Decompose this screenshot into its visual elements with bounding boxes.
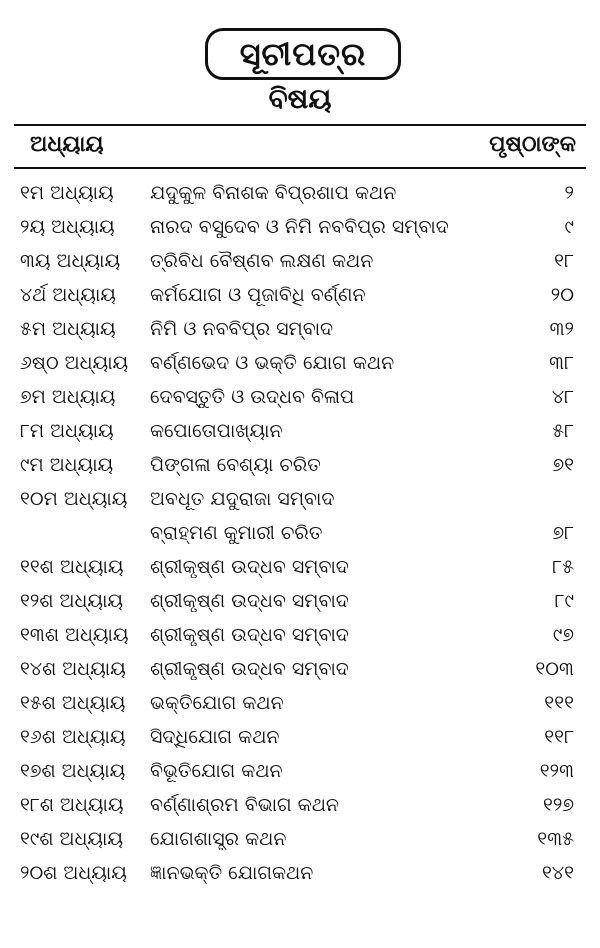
table-row [0, 348, 600, 382]
page-number: ୩୨ [549, 318, 574, 340]
table-row [0, 178, 600, 212]
topic-label: ସିଦ୍ଧିଯୋଗ କଥନ [150, 726, 280, 748]
header-divider [14, 167, 586, 169]
chapter-column-header: ଅଧ୍ୟାୟ [30, 132, 104, 157]
table-row [0, 756, 600, 790]
topic-label: ଶ୍ରୀକୃଷ୍ଣ ଉଦ୍ଧବ ସମ୍ବାଦ [150, 590, 349, 612]
page-number: ୧୨୩ [539, 760, 574, 782]
table-row [0, 416, 600, 450]
page-number: ୯୭ [552, 624, 574, 646]
page-number: ୧୦୩ [535, 658, 574, 680]
table-row [0, 824, 600, 858]
table-row [0, 552, 600, 586]
table-row [0, 382, 600, 416]
chapter-label: ୮ମ ଅଧ୍ୟାୟ [20, 420, 114, 442]
chapter-label: ୭ମ ଅଧ୍ୟାୟ [20, 386, 116, 408]
topic-label: ଦେବସ୍ତୁତି ଓ ଉଦ୍ଧବ ବିଳାପ [150, 386, 355, 408]
topic-label: ବିଭୂତିଯୋଗ କଥନ [150, 760, 283, 782]
chapter-label: ୨୦ଶ ଅଧ୍ୟାୟ [20, 862, 127, 884]
topic-label: ଶ୍ରୀକୃଷ୍ଣ ଉଦ୍ଧବ ସମ୍ବାଦ [150, 658, 349, 680]
table-row [0, 280, 600, 314]
chapter-label: ୨ୟ ଅଧ୍ୟାୟ [20, 216, 115, 238]
page-subtitle: ବିଷୟ [268, 82, 332, 115]
chapter-label: ୬ଷ୍ଠ ଅଧ୍ୟାୟ [20, 352, 129, 374]
page-column-header: ପୃଷ୍ଠାଙ୍କ [489, 132, 576, 157]
table-row [0, 484, 600, 518]
page-number: ୧୮ [554, 250, 574, 272]
chapter-label: ୯ମ ଅଧ୍ୟାୟ [20, 454, 114, 476]
chapter-label: ୧ମ ଅଧ୍ୟାୟ [20, 182, 114, 204]
table-row [0, 722, 600, 756]
chapter-label: ୧୭ଶ ଅଧ୍ୟାୟ [20, 760, 126, 782]
topic-label: ତ୍ରିବିଧ ବୈଷ୍ଣବ ଲକ୍ଷଣ କଥନ [150, 250, 374, 272]
chapter-label: ୪ର୍ଥ ଅଧ୍ୟାୟ [20, 284, 116, 306]
page-title: ସୂଚୀପତ୍ର [205, 28, 401, 80]
chapter-label: ୧୦ମ ଅଧ୍ୟାୟ [20, 488, 128, 510]
table-row [0, 518, 600, 552]
chapter-label: ୧୯ଶ ଅଧ୍ୟାୟ [20, 828, 124, 850]
chapter-label: ୫ମ ଅଧ୍ୟାୟ [20, 318, 116, 340]
chapter-label: ୧୧ଶ ଅଧ୍ୟାୟ [20, 556, 124, 578]
page-number: ୩୮ [549, 352, 574, 374]
topic-label: ଶ୍ରୀକୃଷ୍ଣ ଉଦ୍ଧବ ସମ୍ବାଦ [150, 624, 349, 646]
topic-label: ବ୍ରାହ୍ମଣ କୁମାରୀ ଚରିତ [150, 522, 323, 544]
table-row [0, 314, 600, 348]
topic-label: ନାରଦ ବସୁଦେବ ଓ ନିମି ନବବିପ୍ର ସମ୍ବାଦ [150, 216, 449, 238]
contents-list [0, 178, 600, 892]
topic-label: ବର୍ଣ୍ଣାଶ୍ରମ ବିଭାଗ କଥନ [150, 794, 340, 816]
chapter-label: ୧୩ଶ ଅଧ୍ୟାୟ [20, 624, 129, 646]
page-number: ୧୩୫ [537, 828, 574, 850]
table-row [0, 586, 600, 620]
page-number: ୪୮ [551, 386, 574, 408]
top-divider [14, 124, 586, 126]
table-row [0, 790, 600, 824]
table-row [0, 620, 600, 654]
table-row [0, 654, 600, 688]
topic-label: ଅବଧୂତ ଯଦୁରାଜା ସମ୍ବାଦ [150, 488, 335, 510]
topic-label: ପିଙ୍ଗଳା ବେଶ୍ୟା ଚରିତ [150, 454, 321, 476]
table-row [0, 858, 600, 892]
page-number: ୭୧ [552, 454, 574, 476]
topic-label: ଶ୍ରୀକୃଷ୍ଣ ଉଦ୍ଧବ ସମ୍ବାଦ [150, 556, 349, 578]
topic-label: ଯୋଗଶାସ୍ତ୍ର କଥନ [150, 828, 287, 850]
chapter-label: ୧୨ଶ ଅଧ୍ୟାୟ [20, 590, 124, 612]
page-number: ୧୪୧ [542, 862, 574, 884]
page-number: ୧୧୧ [544, 692, 574, 714]
page-number: ୨ [564, 182, 574, 204]
table-row [0, 688, 600, 722]
page-number: ୯ [564, 216, 574, 238]
table-row [0, 246, 600, 280]
table-row [0, 450, 600, 484]
topic-label: ଯଦୁକୁଳ ବିନାଶକ ବିପ୍ରଶାପ କଥନ [150, 182, 397, 204]
page-number: ୧୧୮ [544, 726, 574, 748]
table-row [0, 212, 600, 246]
table-header [0, 130, 600, 164]
page-number: ୧୨୭ [543, 794, 574, 816]
chapter-label: ୧୫ଶ ଅଧ୍ୟାୟ [20, 692, 126, 714]
page-number: ୨୦ [550, 284, 574, 306]
chapter-label: ୩ୟ ଅଧ୍ୟାୟ [20, 250, 121, 272]
page-number: ୭୮ [552, 522, 574, 544]
page-number: ୫୮ [552, 420, 574, 442]
topic-label: କପୋତୋପାଖ୍ୟାନ [150, 420, 283, 442]
chapter-label: ୧୪ଶ ଅଧ୍ୟାୟ [20, 658, 126, 680]
topic-label: ଭକ୍ତିଯୋଗ କଥନ [150, 692, 284, 714]
chapter-label: ୧୬ଶ ଅଧ୍ୟାୟ [20, 726, 126, 748]
topic-label: ଜ୍ଞାନଭକ୍ତି ଯୋଗକଥନ [150, 862, 314, 884]
chapter-label: ୧୮ଶ ଅଧ୍ୟାୟ [20, 794, 124, 816]
page-number: ୮୫ [552, 556, 574, 578]
page-number: ୮୯ [554, 590, 574, 612]
topic-label: ବର୍ଣ୍ଣଭେଦ ଓ ଭକ୍ତି ଯୋଗ କଥନ [150, 352, 395, 374]
topic-label: କର୍ମଯୋଗ ଓ ପୂଜାବିଧି ବର୍ଣ୍ଣନ [150, 284, 366, 306]
topic-label: ନିମି ଓ ନବବିପ୍ର ସମ୍ବାଦ [150, 318, 334, 340]
